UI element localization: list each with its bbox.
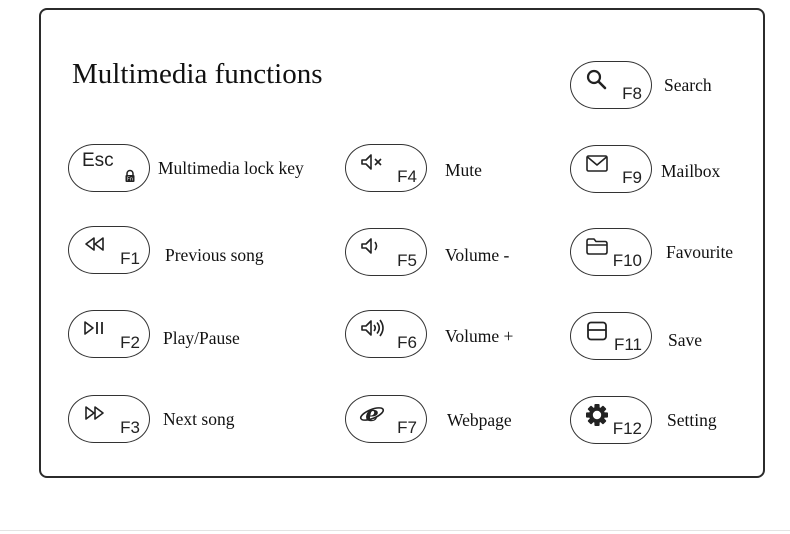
key-f6 — [345, 310, 427, 358]
key-f9 — [570, 145, 652, 193]
mute-icon — [359, 151, 385, 175]
key-f7-label: F7 — [397, 418, 417, 437]
previous-song-icon — [82, 233, 108, 257]
key-f1-label: F1 — [120, 249, 140, 268]
key-f11-description: Save — [668, 330, 703, 350]
key-f3-label: F3 — [120, 418, 140, 437]
gear-icon — [584, 403, 610, 427]
key-f12-label: F12 — [612, 419, 642, 438]
volume-down-icon — [359, 235, 385, 259]
folder-icon — [584, 235, 610, 259]
key-f8-description: Search — [664, 75, 712, 95]
key-f6-description: Volume + — [445, 326, 514, 346]
key-f2 — [68, 310, 150, 358]
key-f12-description: Setting — [667, 410, 717, 430]
save-icon — [584, 319, 610, 343]
key-f4 — [345, 144, 427, 192]
next-song-icon — [82, 402, 108, 426]
bottom-divider — [0, 530, 790, 531]
key-f5-label: F5 — [397, 251, 417, 270]
key-f2-description: Play/Pause — [163, 328, 240, 348]
key-esc-label: Esc — [82, 150, 114, 171]
key-f5-description: Volume - — [445, 245, 510, 265]
key-f9-label: F9 — [622, 168, 642, 187]
key-f12 — [570, 396, 652, 444]
key-f10-label: F10 — [612, 251, 642, 270]
key-f5 — [345, 228, 427, 276]
key-f6-label: F6 — [397, 333, 417, 352]
key-f11 — [570, 312, 652, 360]
key-esc — [68, 144, 150, 192]
key-f10 — [570, 228, 652, 276]
key-esc-description: Multimedia lock key — [158, 158, 304, 178]
key-f7 — [345, 395, 427, 443]
key-f4-label: F4 — [397, 167, 417, 186]
key-f1 — [68, 226, 150, 274]
key-f11-label: F11 — [613, 335, 642, 354]
svg-text:e: e — [365, 402, 379, 426]
key-f1-description: Previous song — [165, 245, 264, 265]
key-f9-description: Mailbox — [661, 161, 721, 181]
key-f2-label: F2 — [120, 333, 140, 352]
search-icon — [584, 68, 610, 92]
key-f4-description: Mute — [445, 160, 482, 180]
play-pause-icon — [82, 317, 108, 341]
key-f8-label: F8 — [622, 84, 642, 103]
key-f7-description: Webpage — [447, 410, 512, 430]
page-title: Multimedia functions — [72, 58, 323, 90]
key-f8 — [570, 61, 652, 109]
webpage-icon — [359, 402, 385, 426]
svg-text:Fn: Fn — [126, 176, 134, 183]
volume-up-icon — [359, 317, 385, 341]
mail-icon — [584, 152, 610, 176]
key-f3-description: Next song — [163, 409, 235, 429]
lock-icon — [123, 169, 137, 183]
key-f10-description: Favourite — [666, 242, 734, 262]
key-f3 — [68, 395, 150, 443]
